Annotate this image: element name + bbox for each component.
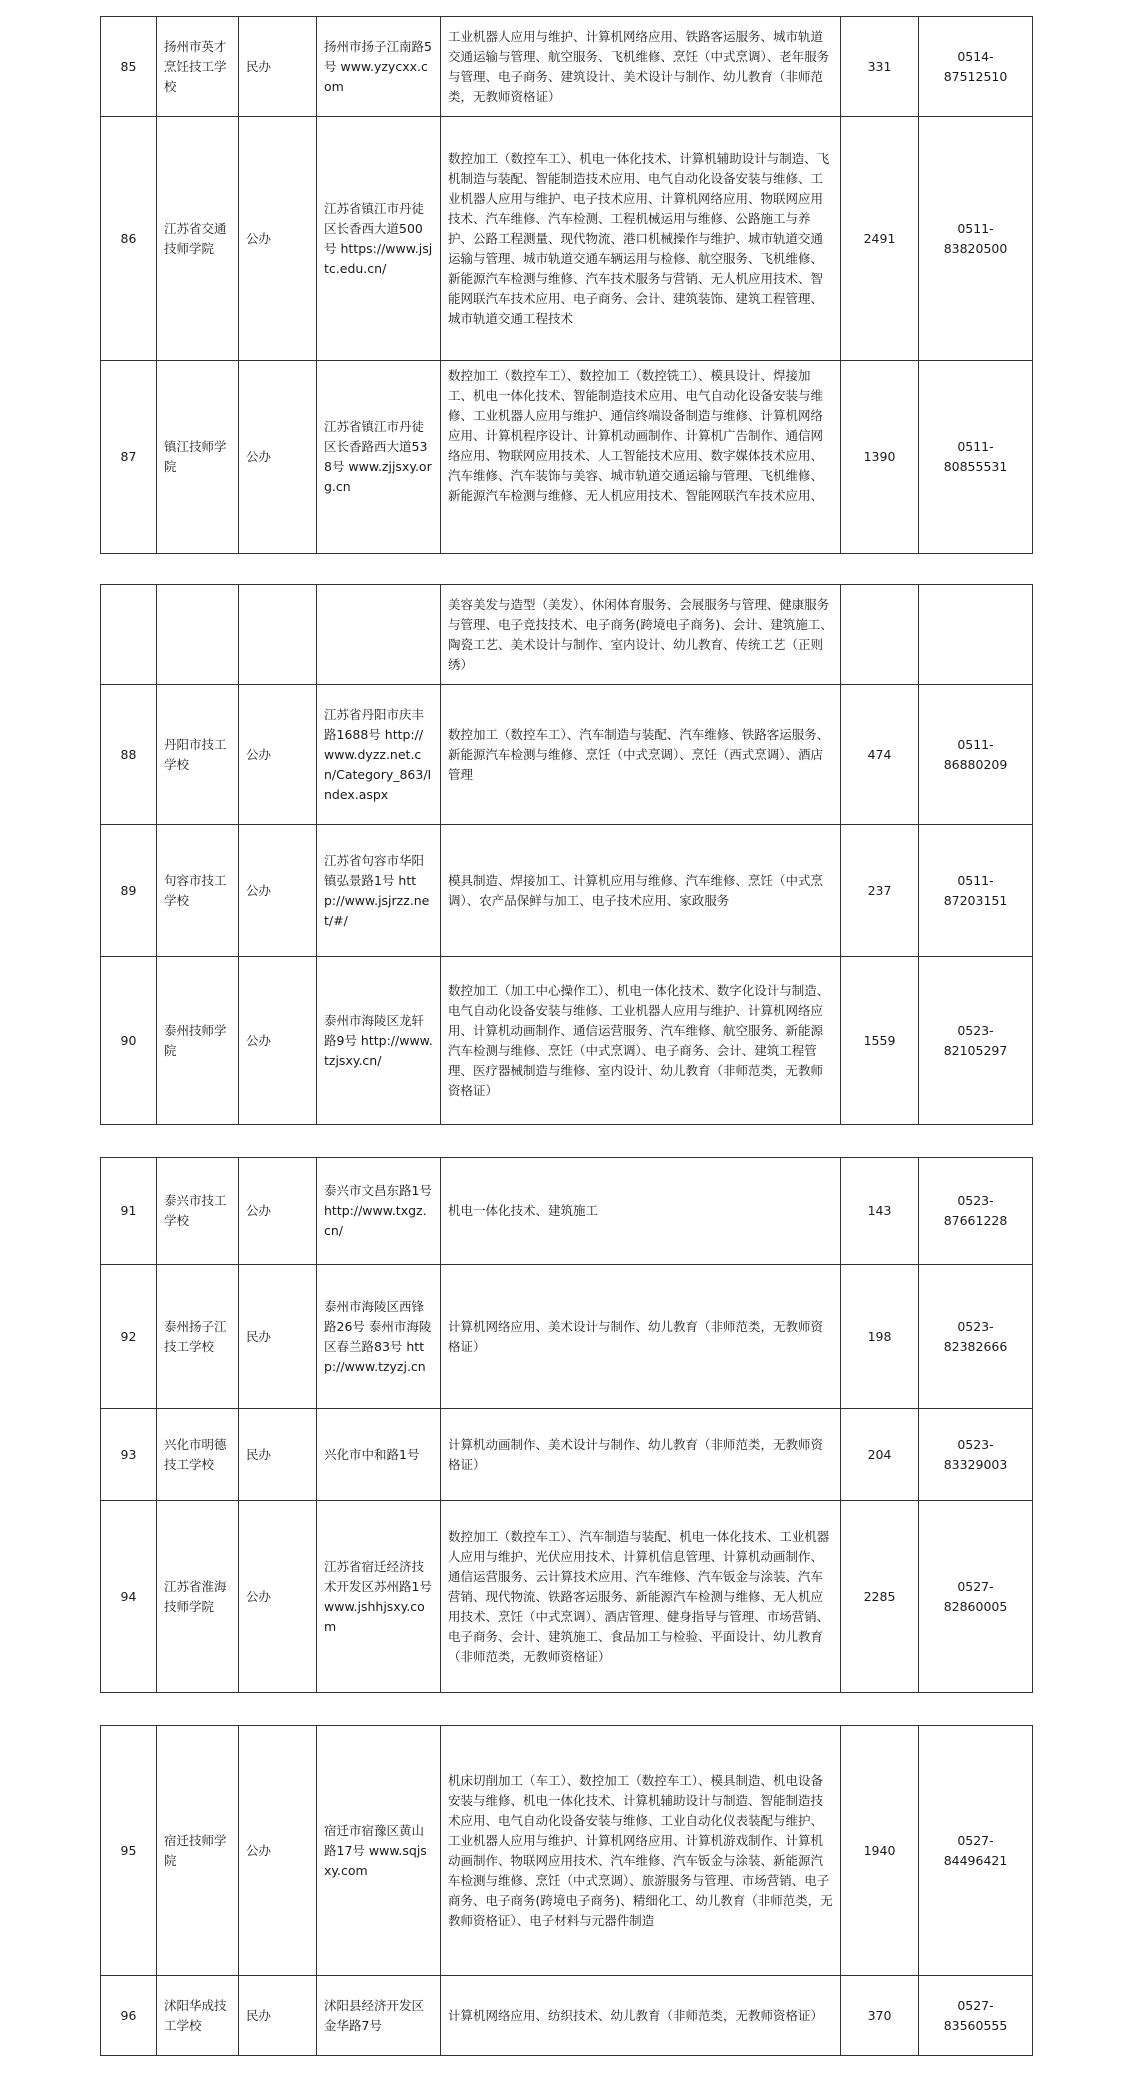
school-name: 句容市技工学校 (157, 825, 239, 957)
table-row (101, 17, 1033, 117)
table-row (101, 685, 1033, 825)
school-name: 扬州市英才烹饪技工学校 (157, 17, 239, 117)
school-address (317, 585, 441, 685)
phone-number: 0511-83820500 (919, 117, 1033, 361)
school-name: 江苏省淮海技师学院 (157, 1501, 239, 1693)
school-majors: 计算机网络应用、纺织技术、幼儿教育（非师范类，无教师资格证） (441, 1976, 841, 2056)
row-number: 86 (101, 117, 157, 361)
phone-number: 0527-83560555 (919, 1976, 1033, 2056)
row-number: 91 (101, 1158, 157, 1265)
phone-number (919, 585, 1033, 685)
school-majors: 模具制造、焊接加工、计算机应用与维修、汽车维修、烹饪（中式烹调）、农产品保鲜与加工、电子技术应用、家政服务 (441, 825, 841, 957)
student-count: 143 (841, 1158, 919, 1265)
table-row (101, 361, 1033, 554)
table-row (101, 1409, 1033, 1501)
student-count: 1390 (841, 361, 919, 554)
school-type: 公办 (239, 1158, 317, 1265)
student-count: 2491 (841, 117, 919, 361)
school-majors: 计算机网络应用、美术设计与制作、幼儿教育（非师范类，无教师资格证） (441, 1265, 841, 1409)
student-count: 1559 (841, 957, 919, 1125)
row-number: 93 (101, 1409, 157, 1501)
school-type (239, 585, 317, 685)
school-address: 泰州市海陵区龙轩路9号 http://www.tzjsxy.cn/ (317, 957, 441, 1125)
school-type: 民办 (239, 1265, 317, 1409)
school-table-block-3 (100, 1157, 1033, 1693)
school-address: 江苏省宿迁经济技术开发区苏州路1号 www.jshhjsxy.com (317, 1501, 441, 1693)
student-count: 198 (841, 1265, 919, 1409)
school-address: 江苏省镇江市丹徒区长香路西大道538号 www.zjjsxy.org.cn (317, 361, 441, 554)
school-majors: 数控加工（数控车工）、汽车制造与装配、汽车维修、铁路客运服务、新能源汽车检测与维修、烹饪（中式烹调）、烹饪（西式烹调）、酒店管理 (441, 685, 841, 825)
phone-number: 0527-84496421 (919, 1726, 1033, 1976)
phone-number: 0523-82105297 (919, 957, 1033, 1125)
school-name: 江苏省交通技师学院 (157, 117, 239, 361)
school-table-block-4 (100, 1725, 1033, 2056)
student-count: 331 (841, 17, 919, 117)
school-address: 泰州市海陵区西锋路26号 泰州市海陵区春兰路83号 http://www.tzyzj.cn (317, 1265, 441, 1409)
table-row (101, 1158, 1033, 1265)
school-name: 兴化市明德技工学校 (157, 1409, 239, 1501)
phone-number: 0527-82860005 (919, 1501, 1033, 1693)
school-type: 公办 (239, 825, 317, 957)
row-number: 90 (101, 957, 157, 1125)
school-majors: 机床切削加工（车工）、数控加工（数控车工）、模具制造、机电设备安装与维修、机电一体化技术、计算机辅助设计与制造、智能制造技术应用、电气自动化设备安装与维修、工业自动化仪表装配与维护、工业机器人应用与维护、计算机网络应用、计算机游戏制作、计算机动画制作、物联网应用技术、汽车维修、汽车钣金与涂装、新能源汽车检测与维修、烹饪（中式烹调）、旅游服务与管理、市场营销、电子商务、电子商务(跨境电子商务)、精细化工、幼儿教育（非师范类，无教师资格证）、电子材料与元器件制造 (441, 1726, 841, 1976)
phone-number: 0523-87661228 (919, 1158, 1033, 1265)
row-number: 95 (101, 1726, 157, 1976)
row-number: 89 (101, 825, 157, 957)
school-majors: 计算机动画制作、美术设计与制作、幼儿教育（非师范类，无教师资格证） (441, 1409, 841, 1501)
school-type: 公办 (239, 117, 317, 361)
table-row (101, 957, 1033, 1125)
school-majors: 数控加工（加工中心操作工）、机电一体化技术、数字化设计与制造、电气自动化设备安装与维修、工业机器人应用与维护、计算机网络应用、计算机动画制作、通信运营服务、汽车维修、航空服务、新能源汽车检测与维修、烹饪（中式烹调）、电子商务、会计、建筑工程管理、医疗器械制造与维修、室内设计、幼儿教育（非师范类，无教师资格证） (441, 957, 841, 1125)
row-number: 92 (101, 1265, 157, 1409)
phone-number: 0523-82382666 (919, 1265, 1033, 1409)
school-name: 泰兴市技工学校 (157, 1158, 239, 1265)
school-majors (441, 361, 841, 554)
student-count: 204 (841, 1409, 919, 1501)
row-number: 85 (101, 17, 157, 117)
phone-number: 0511-86880209 (919, 685, 1033, 825)
table-row (101, 1265, 1033, 1409)
school-majors-text: 数控加工（数控车工）、数控加工（数控铣工）、模具设计、焊接加工、机电一体化技术、智能制造技术应用、电气自动化设备安装与维修、工业机器人应用与维护、通信终端设备制造与维修、计算机网络应用、计算机程序设计、计算机动画制作、计算机广告制作、通信网络应用、物联网应用技术、人工智能技术应用、数字媒体技术应用、汽车维修、汽车装饰与美容、城市轨道交通运输与管理、飞机维修、新能源汽车检测与维修、无人机应用技术、智能网联汽车技术应用、 (448, 367, 824, 503)
school-type: 公办 (239, 1501, 317, 1693)
school-majors: 数控加工（数控车工）、汽车制造与装配、机电一体化技术、工业机器人应用与维护、光伏应用技术、计算机信息管理、计算机动画制作、通信运营服务、云计算技术应用、汽车维修、汽车钣金与涂装、汽车营销、现代物流、铁路客运服务、新能源汽车检测与维修、无人机应用技术、烹饪（中式烹调）、酒店管理、健身指导与管理、市场营销、电子商务、会计、建筑施工、食品加工与检验、平面设计、幼儿教育（非师范类，无教师资格证） (441, 1501, 841, 1693)
school-address: 江苏省句容市华阳镇弘景路1号 http://www.jsjrzz.net/#/ (317, 825, 441, 957)
student-count (841, 585, 919, 685)
school-name: 泰州技师学院 (157, 957, 239, 1125)
school-name: 沭阳华成技工学校 (157, 1976, 239, 2056)
row-number: 94 (101, 1501, 157, 1693)
school-address: 江苏省丹阳市庆丰路1688号 http://www.dyzz.net.cn/Category_863/Index.aspx (317, 685, 441, 825)
table-row (101, 825, 1033, 957)
student-count: 237 (841, 825, 919, 957)
row-number: 87 (101, 361, 157, 554)
school-type: 民办 (239, 1976, 317, 2056)
phone-number: 0523-83329003 (919, 1409, 1033, 1501)
school-majors: 机电一体化技术、建筑施工 (441, 1158, 841, 1265)
phone-number: 0511-87203151 (919, 825, 1033, 957)
school-majors: 工业机器人应用与维护、计算机网络应用、铁路客运服务、城市轨道交通运输与管理、航空服务、飞机维修、烹饪（中式烹调）、老年服务与管理、电子商务、建筑设计、美术设计与制作、幼儿教育（非师范类，无教师资格证） (441, 17, 841, 117)
school-address: 扬州市扬子江南路5号 www.yzycxx.com (317, 17, 441, 117)
school-majors: 美容美发与造型（美发）、休闲体育服务、会展服务与管理、健康服务与管理、电子竞技技术、电子商务(跨境电子商务)、会计、建筑施工、陶瓷工艺、美术设计与制作、室内设计、幼儿教育、传统工艺（正则绣） (441, 585, 841, 685)
school-majors: 数控加工（数控车工）、机电一体化技术、计算机辅助设计与制造、飞机制造与装配、智能制造技术应用、电气自动化设备安装与维修、工业机器人应用与维护、电子技术应用、计算机网络应用、物联网应用技术、汽车维修、汽车检测、工程机械运用与维修、公路施工与养护、公路工程测量、现代物流、港口机械操作与维护、城市轨道交通运输与管理、城市轨道交通车辆运用与检修、航空服务、飞机维修、新能源汽车检测与维修、汽车技术服务与营销、无人机应用技术、智能网联汽车技术应用、电子商务、会计、建筑装饰、建筑工程管理、城市轨道交通工程技术 (441, 117, 841, 361)
school-type: 民办 (239, 1409, 317, 1501)
school-type: 民办 (239, 17, 317, 117)
phone-number: 0511-80855531 (919, 361, 1033, 554)
school-table-block-1 (100, 16, 1033, 554)
school-address: 宿迁市宿豫区黄山路17号 www.sqjsxy.com (317, 1726, 441, 1976)
student-count: 1940 (841, 1726, 919, 1976)
school-name: 丹阳市技工学校 (157, 685, 239, 825)
table-row (101, 117, 1033, 361)
school-address: 兴化市中和路1号 (317, 1409, 441, 1501)
row-number: 96 (101, 1976, 157, 2056)
student-count: 370 (841, 1976, 919, 2056)
table-row (101, 1976, 1033, 2056)
school-address: 泰兴市文昌东路1号 http://www.txgz.cn/ (317, 1158, 441, 1265)
school-address: 沭阳县经济开发区金华路7号 (317, 1976, 441, 2056)
school-type: 公办 (239, 957, 317, 1125)
school-type: 公办 (239, 1726, 317, 1976)
row-number: 88 (101, 685, 157, 825)
phone-number: 0514-87512510 (919, 17, 1033, 117)
school-name: 镇江技师学院 (157, 361, 239, 554)
school-table-block-2 (100, 584, 1033, 1125)
school-type: 公办 (239, 685, 317, 825)
row-number (101, 585, 157, 685)
school-type: 公办 (239, 361, 317, 554)
school-name (157, 585, 239, 685)
student-count: 2285 (841, 1501, 919, 1693)
school-name: 泰州扬子江技工学校 (157, 1265, 239, 1409)
table-row (101, 1501, 1033, 1693)
school-address: 江苏省镇江市丹徒区长香西大道500号 https://www.jsjtc.edu.cn/ (317, 117, 441, 361)
student-count: 474 (841, 685, 919, 825)
table-row (101, 585, 1033, 685)
table-row (101, 1726, 1033, 1976)
school-name: 宿迁技师学院 (157, 1726, 239, 1976)
